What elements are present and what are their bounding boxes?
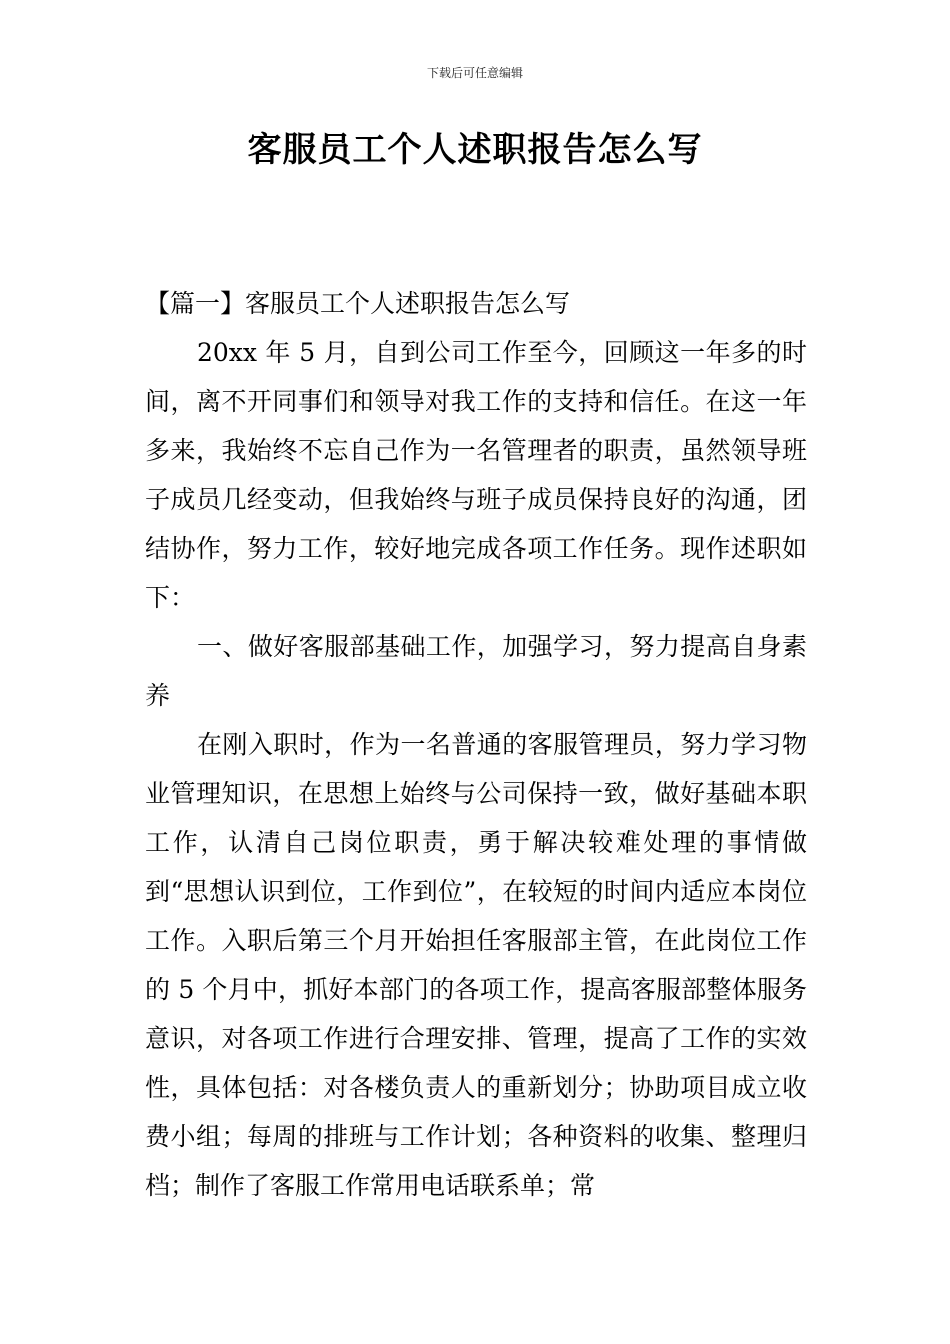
body-paragraph: 20xx 年 5 月，自到公司工作至今，回顾这一年多的时间，离不开同事们和领导对我工作的支持和信任。在这一年多来，我始终不忘自己作为一名管理者的职责，虽然领导班子成员几经变动，但我始终与班子成员保持良好的沟通，团结协作，努力工作，较好地完成各项工作任务。现作述职如下：	[145, 338, 807, 612]
header-note: 下载后可任意编辑	[426, 66, 523, 80]
section-heading: 【篇一】客服员工个人述职报告怎么写	[145, 289, 571, 318]
document-title: 客服员工个人述职报告怎么写	[247, 130, 703, 170]
document-body	[145, 279, 807, 1210]
body-paragraph: 在刚入职时，作为一名普通的客服管理员，努力学习物业管理知识，在思想上始终与公司保持一致，做好基础本职工作，认清自己岗位职责，勇于解决较难处理的事情做到“思想认识到位，工作到位”，在较短的时间内适应本岗位工作。入职后第三个月开始担任客服部主管，在此岗位工作的 5 个月中，抓好本部门的各项工作，提高客服部整体服务意识，对各项工作进行合理安排、管理，提高了工作的实效性，具体包括：对各楼负责人的重新划分；协助项目成立收费小组；每周的排班与工作计划；各种资料的收集、整理归档；制作了客服工作常用电话联系单；常	[145, 730, 807, 1200]
subsection-heading: 一、做好客服部基础工作，加强学习，努力提高自身素养	[145, 632, 807, 710]
